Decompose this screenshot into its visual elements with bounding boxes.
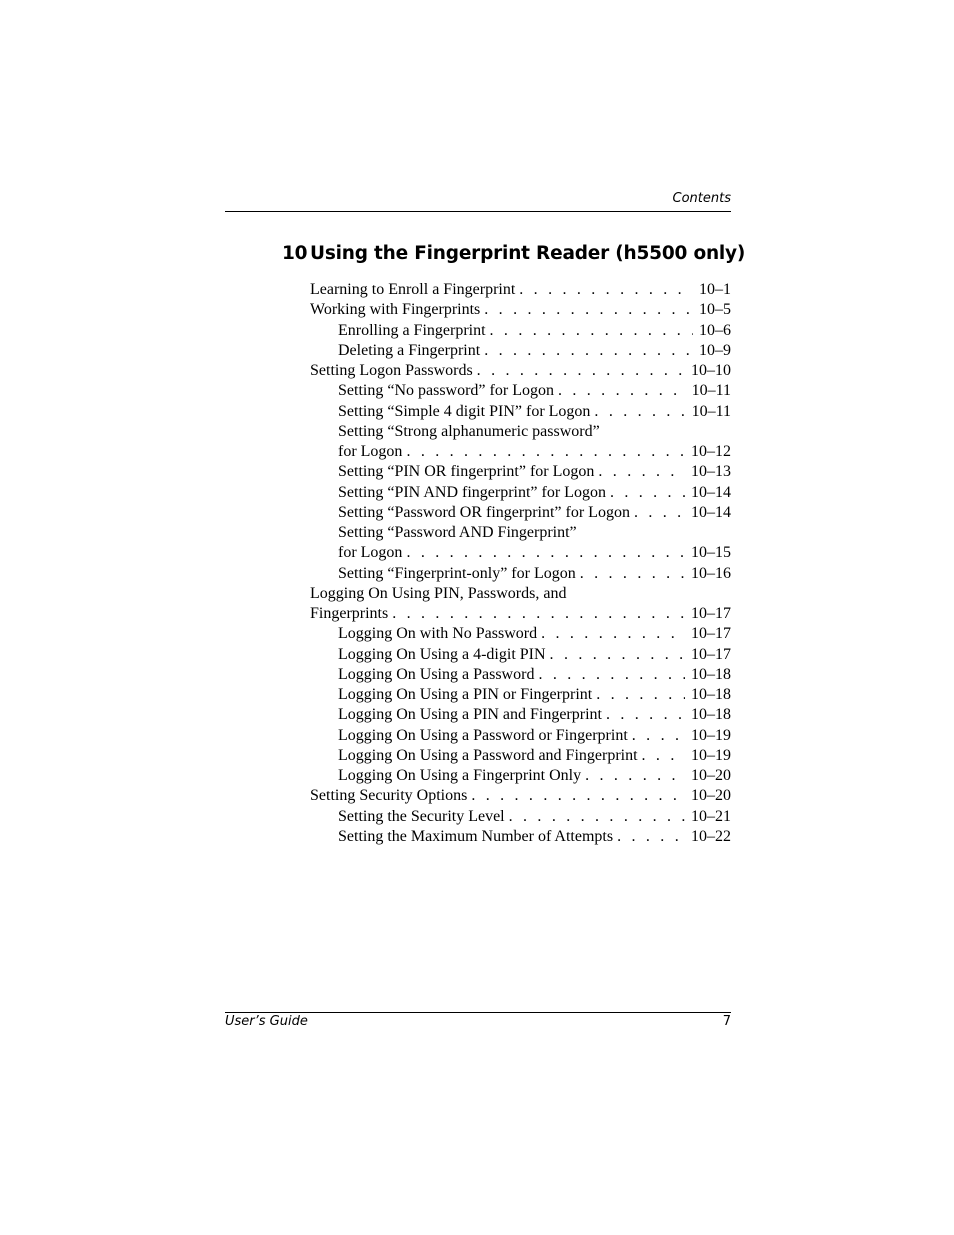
toc-entry-page: 10–11 — [691, 382, 731, 400]
dot-leader — [596, 685, 685, 705]
toc-entry[interactable] — [310, 321, 731, 341]
toc-entry-page: 10–9 — [699, 341, 731, 359]
toc-entry-title: Setting “PIN OR fingerprint” for Logon — [338, 463, 595, 481]
toc-entry-page: 10–19 — [691, 726, 731, 744]
toc-entry-title: Setting “Simple 4 digit PIN” for Logon — [338, 402, 591, 420]
toc-entry-title: Learning to Enroll a Fingerprint — [310, 281, 516, 298]
dot-leader — [477, 361, 685, 381]
toc-entry[interactable] — [310, 624, 731, 644]
dot-leader — [484, 300, 693, 320]
toc-entry-title: Logging On Using a Password — [338, 665, 535, 683]
toc-entry-title-line1: Logging On Using PIN, Passwords, and — [310, 584, 567, 602]
toc-entry[interactable] — [310, 503, 731, 523]
dot-leader — [642, 746, 685, 766]
toc-entry-title: Setting Logon Passwords — [310, 362, 473, 379]
dot-leader — [580, 564, 685, 584]
dot-leader — [538, 665, 685, 685]
toc-entry-page: 10–18 — [691, 686, 731, 703]
dot-leader — [634, 503, 685, 523]
dot-leader — [550, 645, 685, 665]
dot-leader — [541, 624, 685, 644]
chapter-number: 10 — [282, 243, 308, 264]
toc-entry-title: Logging On Using a PIN or Fingerprint — [338, 686, 593, 703]
toc-entry-page: 10–14 — [691, 503, 731, 521]
running-header: Contents — [672, 191, 731, 206]
toc-entry[interactable] — [310, 807, 731, 827]
toc-entry-page: 10–17 — [691, 645, 731, 663]
toc-entry[interactable] — [310, 685, 731, 705]
table-of-contents — [310, 280, 731, 847]
toc-entry[interactable] — [310, 300, 731, 320]
toc-entry[interactable] — [310, 361, 731, 381]
footer-guide-title: User’s Guide — [225, 1014, 308, 1029]
dot-leader — [606, 705, 685, 725]
chapter-heading — [282, 243, 745, 264]
toc-entry-title: Setting the Maximum Number of Attempts — [338, 827, 614, 845]
dot-leader — [406, 442, 685, 462]
dot-leader — [610, 483, 685, 503]
toc-entry-title: Working with Fingerprints — [310, 301, 481, 319]
toc-entry-page: 10–18 — [691, 665, 731, 683]
toc-entry-multiline[interactable] — [310, 422, 731, 463]
dot-leader — [484, 341, 693, 361]
dot-leader — [594, 402, 685, 422]
dot-leader — [392, 604, 685, 624]
dot-leader — [632, 726, 685, 746]
toc-entry[interactable] — [310, 381, 731, 401]
toc-entry-title-line2: for Logon — [338, 544, 403, 562]
toc-entry[interactable] — [310, 280, 731, 300]
toc-entry-page: 10–20 — [691, 767, 731, 784]
toc-entry-title: Setting “Fingerprint-only” for Logon — [338, 564, 576, 582]
toc-entry-title-line2: for Logon — [338, 443, 403, 460]
header-rule — [225, 211, 731, 212]
dot-leader — [585, 766, 685, 786]
toc-entry-title: Logging On Using a Fingerprint Only — [338, 767, 582, 784]
chapter-title: Using the Fingerprint Reader (h5500 only) — [310, 243, 746, 264]
toc-entry[interactable] — [310, 746, 731, 766]
footer-rule — [225, 1012, 731, 1013]
toc-entry-page: 10–11 — [691, 402, 731, 420]
dot-leader — [598, 462, 685, 482]
toc-entry-title: Logging On Using a Password and Fingerprint — [338, 746, 638, 764]
toc-entry-title: Setting “Password OR fingerprint” for Logon — [338, 503, 630, 521]
toc-entry-title: Logging On with No Password — [338, 625, 538, 643]
toc-entry-title: Setting Security Options — [310, 787, 468, 805]
toc-entry-page: 10–17 — [691, 625, 731, 643]
toc-entry-page: 10–17 — [691, 605, 731, 622]
dot-leader — [406, 543, 685, 563]
dot-leader — [509, 807, 685, 827]
page-number: 7 — [722, 1014, 731, 1029]
toc-entry-title: Deleting a Fingerprint — [338, 341, 481, 359]
toc-entry-title: Logging On Using a 4-digit PIN — [338, 645, 546, 663]
toc-entry-title-line1: Setting “Strong alphanumeric password” — [338, 422, 600, 440]
toc-entry-page: 10–12 — [691, 443, 731, 460]
toc-entry[interactable] — [310, 483, 731, 503]
toc-entry-page: 10–14 — [691, 483, 731, 501]
toc-entry-title: Setting the Security Level — [338, 807, 505, 825]
toc-entry-page: 10–15 — [691, 544, 731, 562]
toc-entry[interactable] — [310, 827, 731, 847]
toc-entry-title: Setting “No password” for Logon — [338, 382, 554, 400]
dot-leader — [471, 786, 685, 806]
toc-entry[interactable] — [310, 564, 731, 584]
toc-entry-multiline[interactable] — [310, 584, 731, 625]
toc-entry-page: 10–19 — [691, 746, 731, 764]
toc-entry-title-line2: Fingerprints — [310, 605, 389, 622]
toc-entry[interactable] — [310, 705, 731, 725]
toc-entry-page: 10–6 — [699, 321, 731, 339]
toc-entry-page: 10–13 — [691, 463, 731, 481]
toc-entry[interactable] — [310, 645, 731, 665]
toc-entry-title: Logging On Using a Password or Fingerprint — [338, 726, 628, 744]
toc-entry-title: Logging On Using a PIN and Fingerprint — [338, 706, 602, 724]
dot-leader — [558, 381, 686, 401]
toc-entry-title: Setting “PIN AND fingerprint” for Logon — [338, 483, 606, 501]
dot-leader — [519, 280, 693, 300]
toc-entry-page: 10–1 — [699, 281, 731, 298]
dot-leader — [490, 321, 693, 341]
toc-entry-page: 10–22 — [691, 827, 731, 845]
toc-entry-page: 10–10 — [691, 362, 731, 379]
toc-entry-page: 10–21 — [691, 807, 731, 825]
toc-entry-title: Enrolling a Fingerprint — [338, 321, 486, 339]
toc-entry[interactable] — [310, 402, 731, 422]
toc-entry-page: 10–20 — [691, 787, 731, 805]
toc-entry[interactable] — [310, 462, 731, 482]
dot-leader — [617, 827, 685, 847]
toc-entry[interactable] — [310, 341, 731, 361]
toc-entry[interactable] — [310, 726, 731, 746]
toc-entry-multiline[interactable] — [310, 523, 731, 564]
toc-entry-title-line1: Setting “Password AND Fingerprint” — [338, 524, 577, 541]
toc-entry[interactable] — [310, 665, 731, 685]
toc-entry-page: 10–18 — [691, 706, 731, 724]
toc-entry-page: 10–5 — [699, 301, 731, 319]
toc-entry[interactable] — [310, 786, 731, 806]
toc-entry-page: 10–16 — [691, 564, 731, 582]
toc-entry[interactable] — [310, 766, 731, 786]
